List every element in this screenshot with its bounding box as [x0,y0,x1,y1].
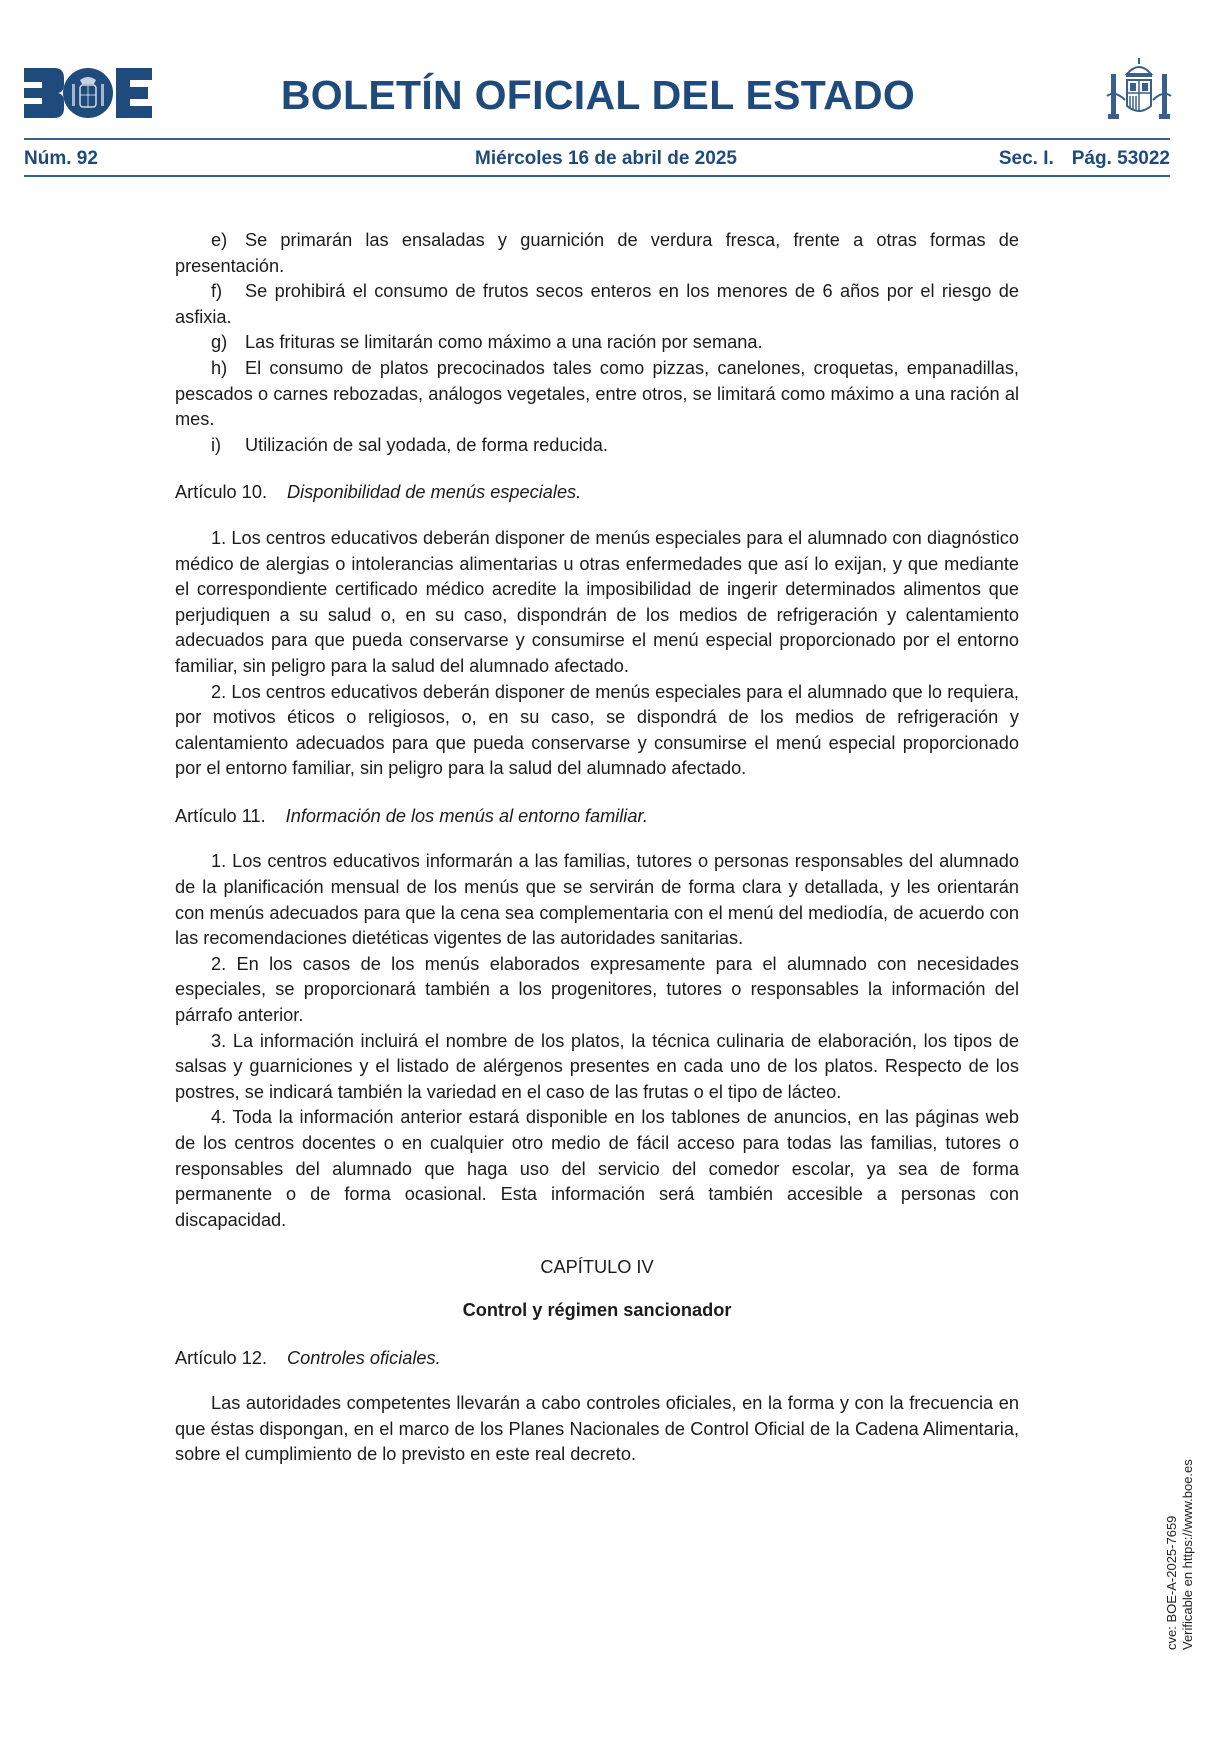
paragraph: 3. La información incluirá el nombre de los platos, la técnica culinaria de elaboración, los tipos de salsas y guarniciones y el listado de alérgenos presentes en cada uno de los platos. Respecto de los postres, se indicará también la variedad en el caso de las frutas o el tipo de lácteo. [175,1030,1019,1102]
article-title: Información de los menús al entorno familiar. [285,805,648,826]
article-number: Artículo 12. [175,1347,267,1368]
article-title: Controles oficiales. [287,1347,441,1368]
paragraph: 1. Los centros educativos informarán a las familias, tutores o personas responsables del alumnado de la planificación mensual de los menús que se servirán de forma clara y detallada, y les orientarán con menús adecuados para que la cena sea complementaria con el menú del mediodía, de acuerdo con las recomendaciones dietéticas vigentes de las autoridades sanitarias. [175,851,1019,949]
article-title: Disponibilidad de menús especiales. [287,482,582,503]
paragraph: 2. Los centros educativos deberán disponer de menús especiales para el alumnado que lo requiera, por motivos éticos o religiosos, o, en su caso, se dispondrá de los medios de refrigeración y calentamiento adecuados para que pueda conservarse y consumirse el menú especial proporcionado por el entorno familiar, sin peligro para la salud del alumnado afectado. [175,681,1019,779]
gazette-title-text: BOLETÍN OFICIAL DEL ESTADO [280,72,916,118]
article-heading-10 [175,480,1019,506]
section-page [999,148,1170,170]
verification-link[interactable]: Verificable en https://www.boe.es [1180,1459,1195,1650]
list-item-label: f) [211,281,223,302]
list-item [175,356,1019,433]
list-item-text: Se primarán las ensaladas y guarnición de verdura fresca, frente a otras formas de presentación. [175,230,1019,276]
header-rule-bottom [24,175,1170,177]
document-body [175,228,1019,1468]
list-item-text: El consumo de platos precocinados tales como pizzas, canelones, croquetas, empanadillas, pescados o carnes rebozadas, análogos vegetales, entre otros, se limitará como máximo a una ración al mes. [175,357,1019,430]
list-item [175,228,1019,279]
section-label: Sec. I. [998,148,1054,169]
list-item-label: e) [211,230,228,250]
list-item-label: g) [211,332,228,353]
paragraph: 2. En los casos de los menús elaborados expresamente para el alumnado con necesidades especiales, se proporcionará también a los progenitores, tutores o responsables la información del párrafo anterior. [175,953,1019,1026]
header-rule-top [24,138,1170,140]
list-item [175,330,1019,356]
list-item-text: Utilización de sal yodada, de forma reducida. [245,434,608,455]
list-item-text: Las frituras se limitarán como máximo a una ración por semana. [245,332,763,353]
article-number: Artículo 11. [175,805,266,826]
issue-date: Miércoles 16 de abril de 2025 [475,148,737,169]
gazette-title [0,72,1212,119]
paragraph: 1. Los centros educativos deberán disponer de menús especiales para el alumnado con diagnóstico médico de alergias o intolerancias alimentarias u otras enfermedades que así lo exijan, y que mediante el correspondiente certificado médico acredite la imposibilidad de ingerir determinados alimentos que perjudiquen a su salud o, en su caso, dispondrán de los medios de refrigeración y calentamiento adecuados para que pueda conservarse y consumirse el menú especial proporcionado por el entorno familiar, sin peligro para la salud del alumnado afectado. [175,527,1019,676]
paragraph: Las autoridades competentes llevarán a cabo controles oficiales, en la forma y con la frecuencia en que éstas dispongan, en el marco de los Planes Nacionales de Control Oficial de la Cadena Alimentaria, sobre el cumplimiento de lo previsto en este real decreto. [175,1393,1019,1465]
article-number: Artículo 10. [175,482,267,503]
article-heading-12 [175,1346,1019,1372]
chapter-title: Control y régimen sancionador [462,1299,732,1320]
cve-code: cve: BOE-A-2025-7659 [1164,1515,1179,1650]
page-number: Pág. 53022 [1071,148,1170,169]
verification-note [1164,1459,1196,1650]
chapter-number: CAPÍTULO IV [540,1257,654,1278]
paragraph: 4. Toda la información anterior estará disponible en los tablones de anuncios, en las páginas web de los centros docentes o en cualquier otro medio de fácil acceso para todas las familias, tutores o responsables del alumnado que haga uso del servicio del comedor escolar, ya sea de forma permanente o de forma ocasional. Esta información será también accesible a personas con discapacidad. [175,1107,1019,1230]
article-heading-11 [175,804,1019,830]
list-item-label: i) [211,434,222,455]
list-item-text: Se prohibirá el consumo de frutos secos enteros en los menores de 6 años por el riesgo de asfixia. [175,281,1019,327]
coat-of-arms-icon [1105,56,1173,124]
list-item [175,279,1019,330]
list-item [175,433,1019,459]
list-item-label: h) [211,357,228,378]
issue-number: Núm. 92 [24,148,98,169]
